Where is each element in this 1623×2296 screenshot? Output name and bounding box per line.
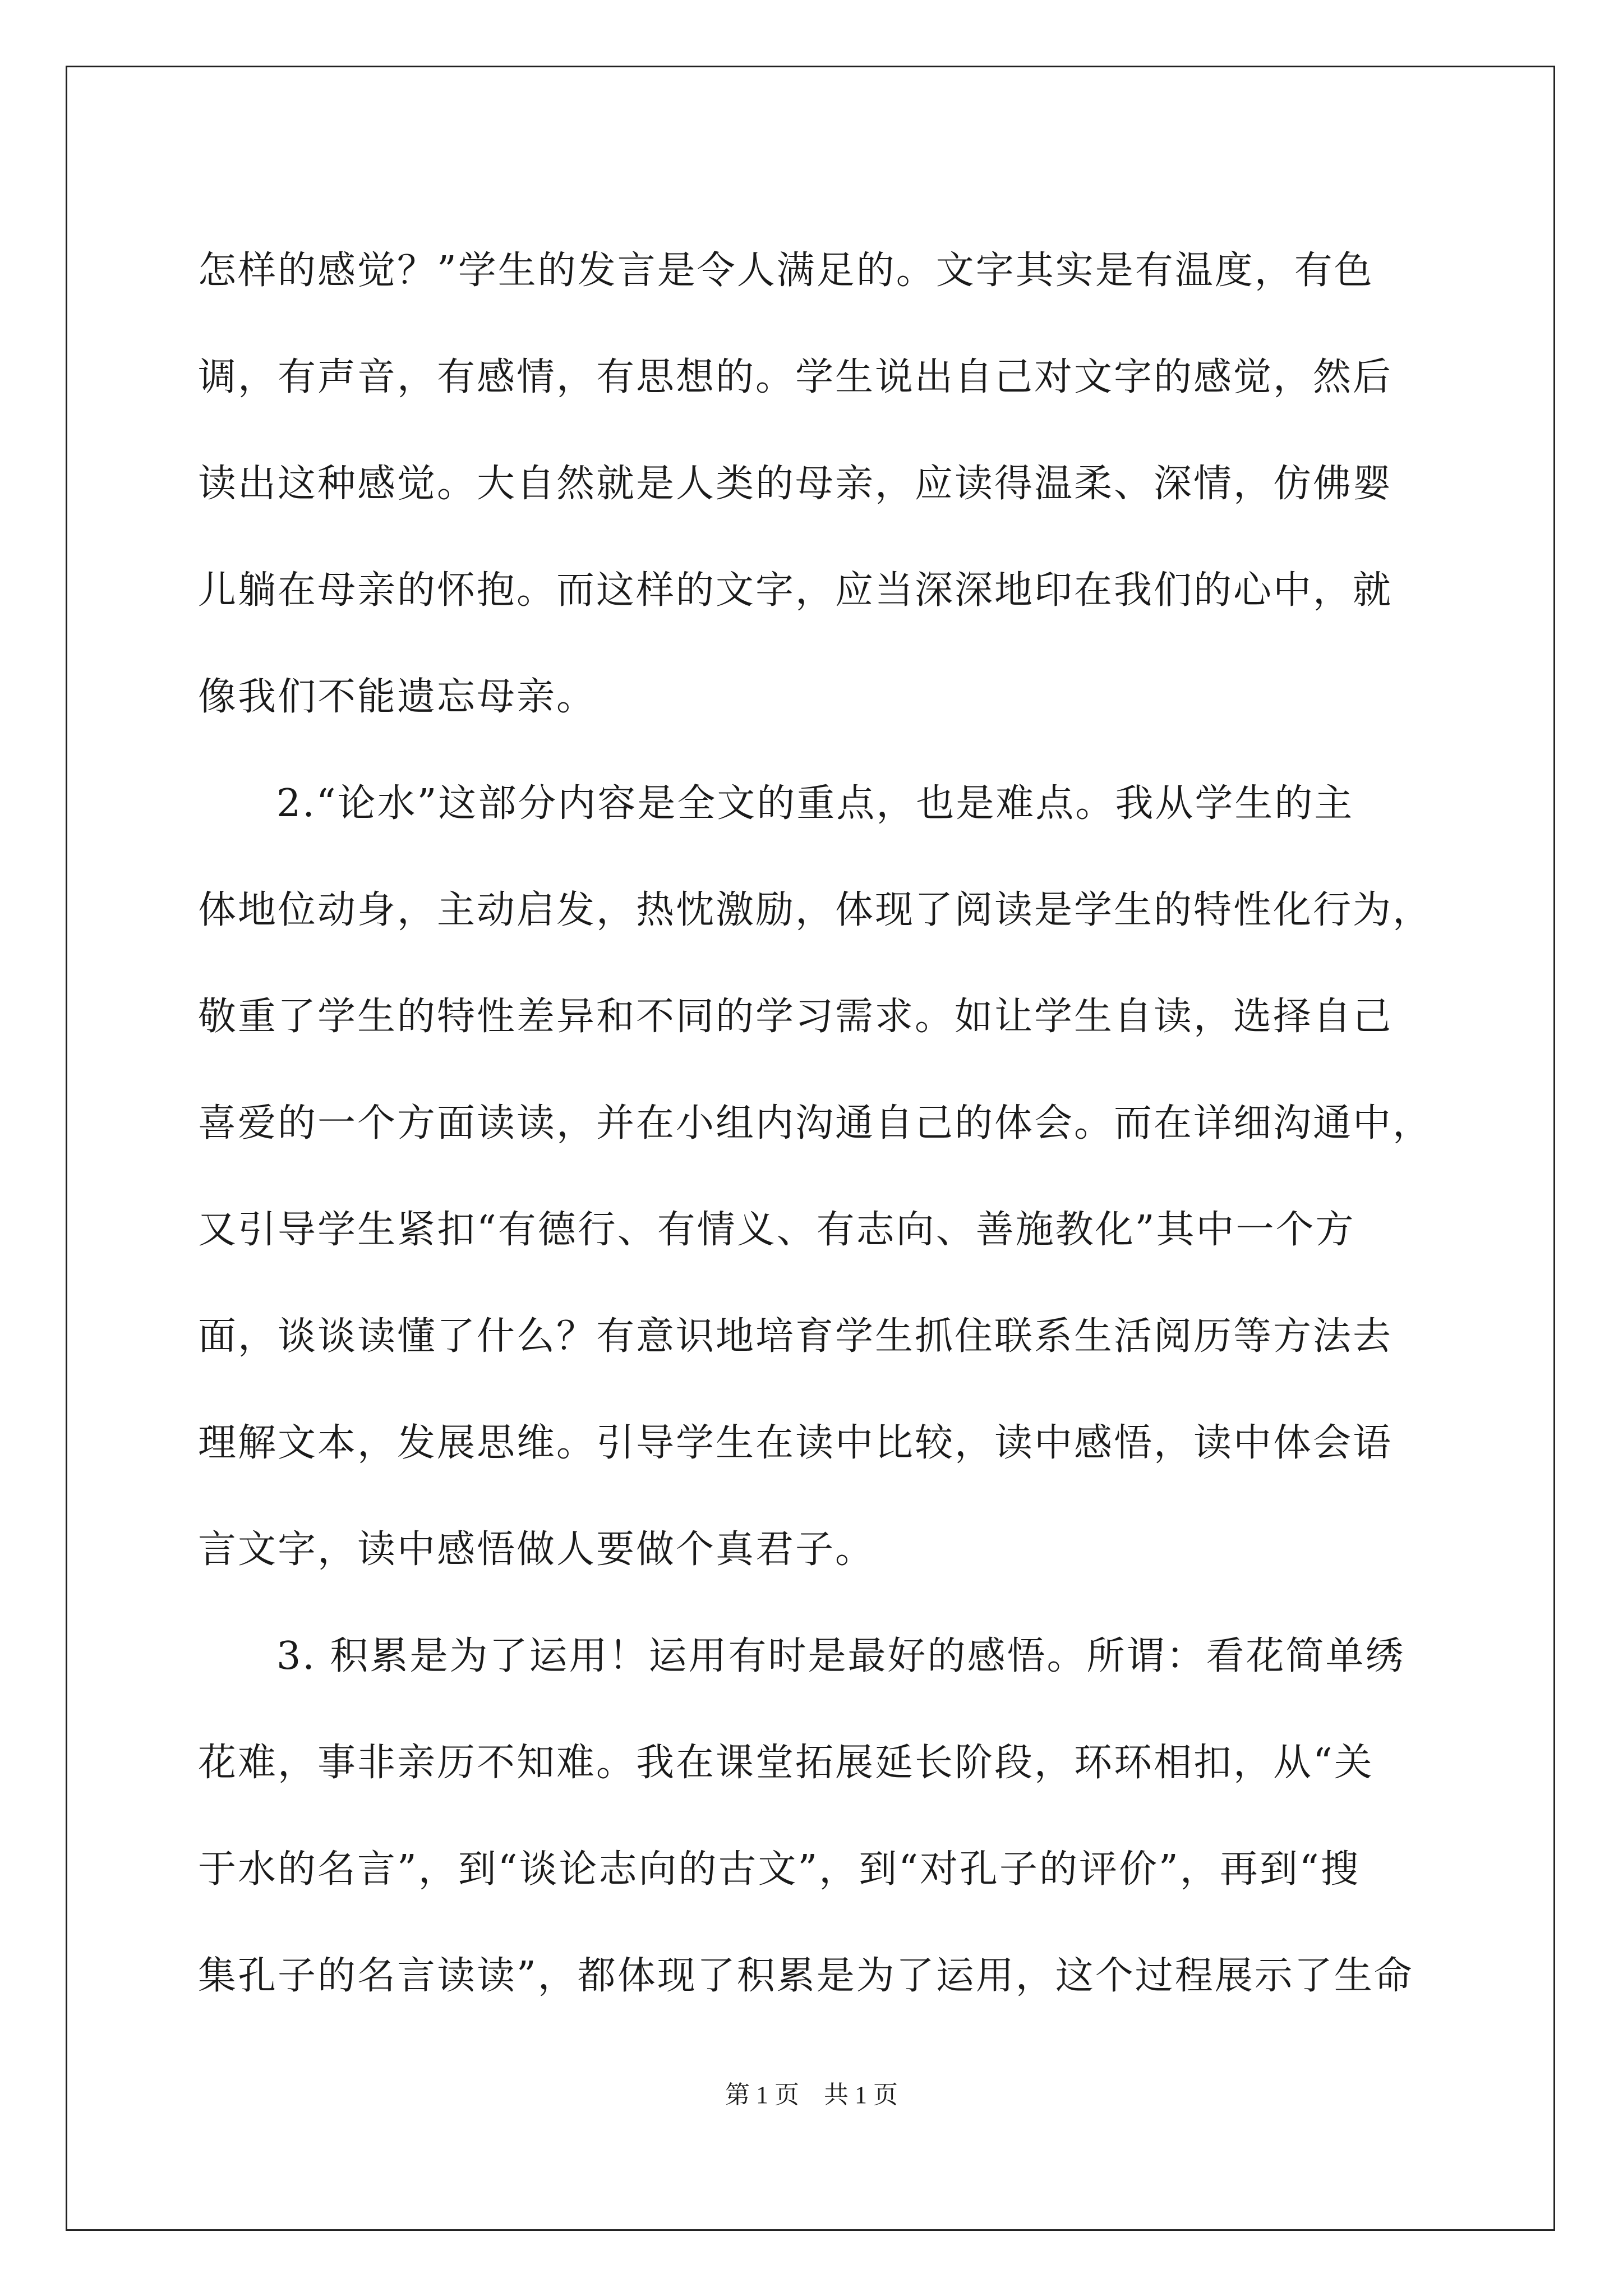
paragraph-2-line-7: 理解文本，发展思维。引导学生在读中比较，读中感悟，读中体会语 bbox=[198, 1421, 1393, 1465]
paragraph-2-line-4: 喜爱的一个方面读读，并在小组内沟通自己的体会。而在详细沟通中， bbox=[198, 1101, 1433, 1145]
paragraph-2-line-3: 敬重了学生的特性差异和不同的学习需求。如让学生自读，选择自己 bbox=[198, 995, 1393, 1039]
paragraph-2-line-6: 面，谈谈读懂了什么？有意识地培育学生抓住联系生活阅历等方法去 bbox=[198, 1314, 1393, 1359]
paragraph-2-line-8: 言文字，读中感悟做人要做个真君子。 bbox=[198, 1527, 875, 1572]
paragraph-2-line-5: 又引导学生紧扣“有德行、有情义、有志向、善施教化”其中一个方 bbox=[198, 1208, 1355, 1252]
paragraph-1-line-1: 怎样的感觉？”学生的发言是令人满足的。文字其实是有温度，有色 bbox=[198, 249, 1374, 293]
page-number-footer: 第 1 页 共 1 页 bbox=[725, 2081, 898, 2109]
paragraph-3-line-3: 于水的名言”，到“谈论志向的古文”，到“对孔子的评价”，再到“搜 bbox=[198, 1847, 1361, 1892]
paragraph-3-line-4: 集孔子的名言读读”，都体现了积累是为了运用，这个过程展示了生命 bbox=[198, 1954, 1414, 1998]
paragraph-1-line-4: 儿躺在母亲的怀抱。而这样的文字，应当深深地印在我们的心中，就 bbox=[198, 568, 1393, 613]
paragraph-1-line-5: 像我们不能遗忘母亲。 bbox=[198, 675, 597, 719]
paragraph-3-line-2: 花难，事非亲历不知难。我在课堂拓展延长阶段，环环相扣，从“关 bbox=[198, 1741, 1374, 1785]
paragraph-2-line-2: 体地位动身，主动启发，热忱激励，体现了阅读是学生的特性化行为， bbox=[198, 888, 1433, 932]
paragraph-1-line-3: 读出这种感觉。大自然就是人类的母亲，应读得温柔、深情，仿佛婴 bbox=[198, 462, 1393, 506]
paragraph-1-line-2: 调，有声音，有感情，有思想的。学生说出自己对文字的感觉，然后 bbox=[198, 355, 1393, 399]
paragraph-3-line-1: 3. 积累是为了运用！运用有时是最好的感悟。所谓：看花简单绣 bbox=[276, 1634, 1405, 1678]
paragraph-2-line-1: 2.“论水”这部分内容是全文的重点，也是难点。我从学生的主 bbox=[276, 781, 1354, 826]
document-body bbox=[198, 218, 1433, 2030]
